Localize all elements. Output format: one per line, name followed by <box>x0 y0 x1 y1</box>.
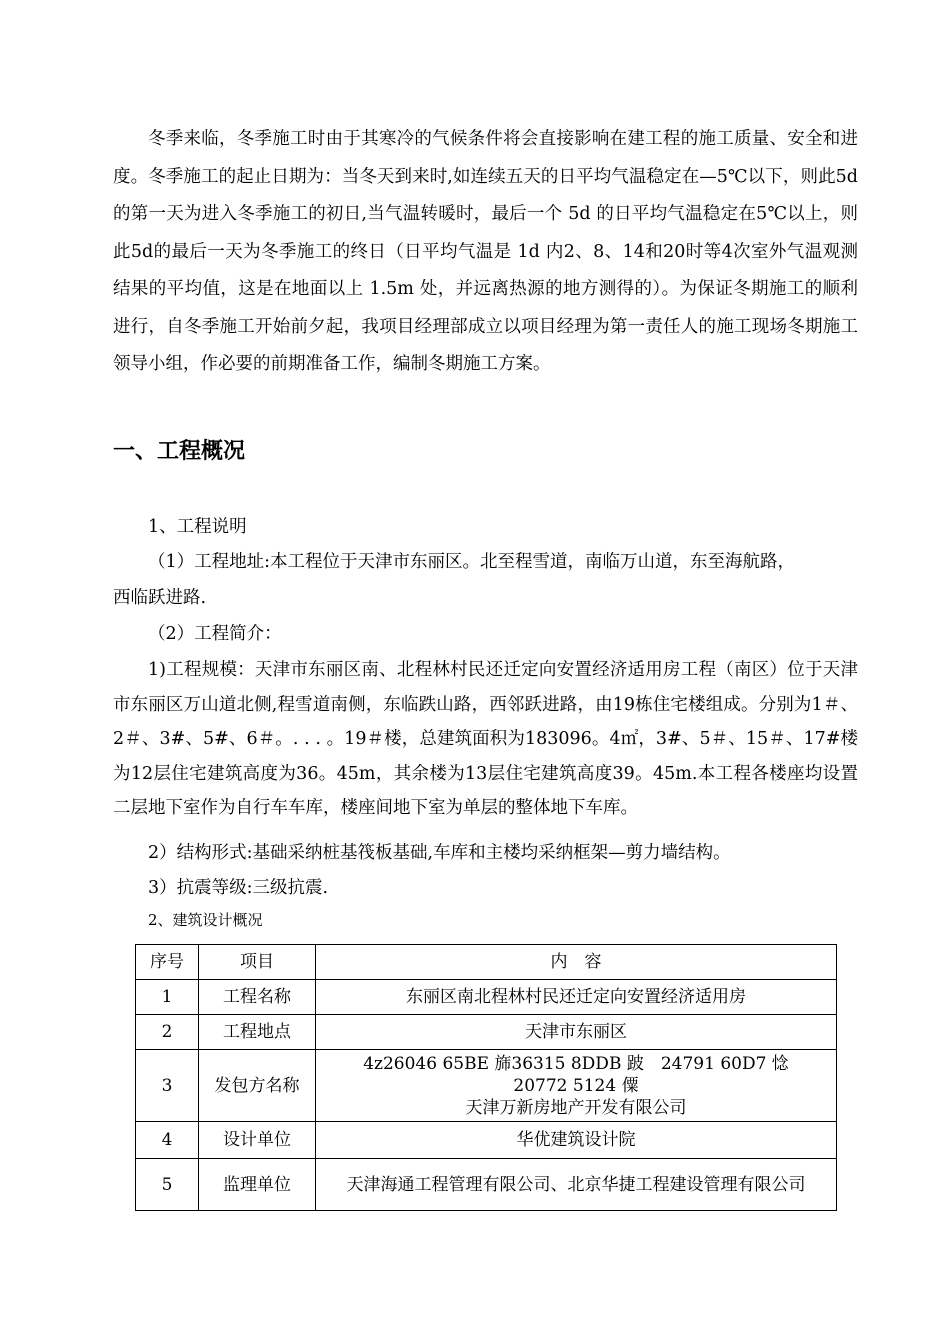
intro-title: （2）工程简介： <box>148 624 282 644</box>
row-item: 监理单位 <box>199 1159 316 1211</box>
address-line-2: 西临跃进路. <box>113 588 207 608</box>
row-content: 天津海通工程管理有限公司、北京华捷工程建设管理有限公司 <box>316 1159 837 1211</box>
table-row <box>136 1015 837 1050</box>
row-content: 天津市东丽区 <box>316 1015 837 1050</box>
item2-title: 2、建筑设计概况 <box>148 911 263 929</box>
row-no: 3 <box>136 1050 199 1122</box>
table-row <box>136 980 837 1015</box>
scale-paragraph: 1)工程规模：天津市东丽区南、北程林村民还迁定向安置经济适用房工程（南区）位于天津市东丽区万山道北侧,程雪道南侧，东临跌山路，西邻跃进路，由19栋住宅楼组成。分别为1＃、2＃、3#、5#、6＃。. . . 。19＃楼，总建筑面积为183096。4㎡，3#、5＃、15＃、17#楼为12层住宅建筑高度为36。45m，其余楼为13层住宅建筑高度39。45m.本工程各楼座均设置二层地下室作为自行车车库，楼座间地下室为单层的整体地下车库。 <box>113 660 858 818</box>
table-header-row <box>136 945 837 980</box>
row-content: 华优建筑设计院 <box>316 1122 837 1159</box>
content-line: 20772 5124 僳 <box>513 1075 639 1096</box>
row-item: 工程地点 <box>199 1015 316 1050</box>
item1-title: 1、工程说明 <box>148 517 247 537</box>
header-no: 序号 <box>136 945 199 980</box>
table-row <box>136 1050 837 1122</box>
row-content: 东丽区南北程林村民还迁定向安置经济适用房 <box>316 980 837 1015</box>
table-row <box>136 1159 837 1211</box>
content-line: 4z26046 65BE 旆36315 8DDB 跛 24791 60D7 惗 <box>363 1053 789 1074</box>
row-item: 工程名称 <box>199 980 316 1015</box>
table-row <box>136 1122 837 1159</box>
row-content-multiline <box>316 1050 837 1122</box>
row-no: 4 <box>136 1122 199 1159</box>
row-no: 5 <box>136 1159 199 1211</box>
section-heading: 一、工程概况 <box>113 439 246 464</box>
row-no: 1 <box>136 980 199 1015</box>
row-no: 2 <box>136 1015 199 1050</box>
header-item: 项目 <box>199 945 316 980</box>
row-item: 设计单位 <box>199 1122 316 1159</box>
intro-paragraph: 冬季来临，冬季施工时由于其寒冷的气候条件将会直接影响在建工程的施工质量、安全和进度。冬季施工的起止日期为：当冬天到来时,如连续五天的日平均气温稳定在—5℃以下，则此5d的第一天为进入冬季施工的初日,当气温转暖时，最后一个 5d 的日平均气温稳定在5℃以上，则此5d的最后一天为冬季施工的终日（日平均气温是 1d 内2、8、14和20时等4次室外气温观测结果的平均值，这是在地面以上 1.5m 处，并远离热源的地方测得的）。为保证冬期施工的顺利进行，自冬季施工开始前夕起，我项目经理部成立以项目经理为第一责任人的施工现场冬期施工领导小组，作必要的前期准备工作，编制冬期施工方案。 <box>113 129 858 374</box>
row-item: 发包方名称 <box>199 1050 316 1122</box>
structure-line: 2）结构形式:基础采纳桩基筏板基础,车库和主楼均采纳框架—剪力墙结构。 <box>148 843 731 863</box>
design-overview-table <box>135 944 837 1211</box>
header-content: 内 容 <box>316 945 837 980</box>
address-line-1: （1）工程地址:本工程位于天津市东丽区。北至程雪道，南临万山道，东至海航路， <box>148 552 796 572</box>
content-line: 天津万新房地产开发有限公司 <box>465 1097 687 1118</box>
seismic-line: 3）抗震等级:三级抗震. <box>148 878 329 898</box>
